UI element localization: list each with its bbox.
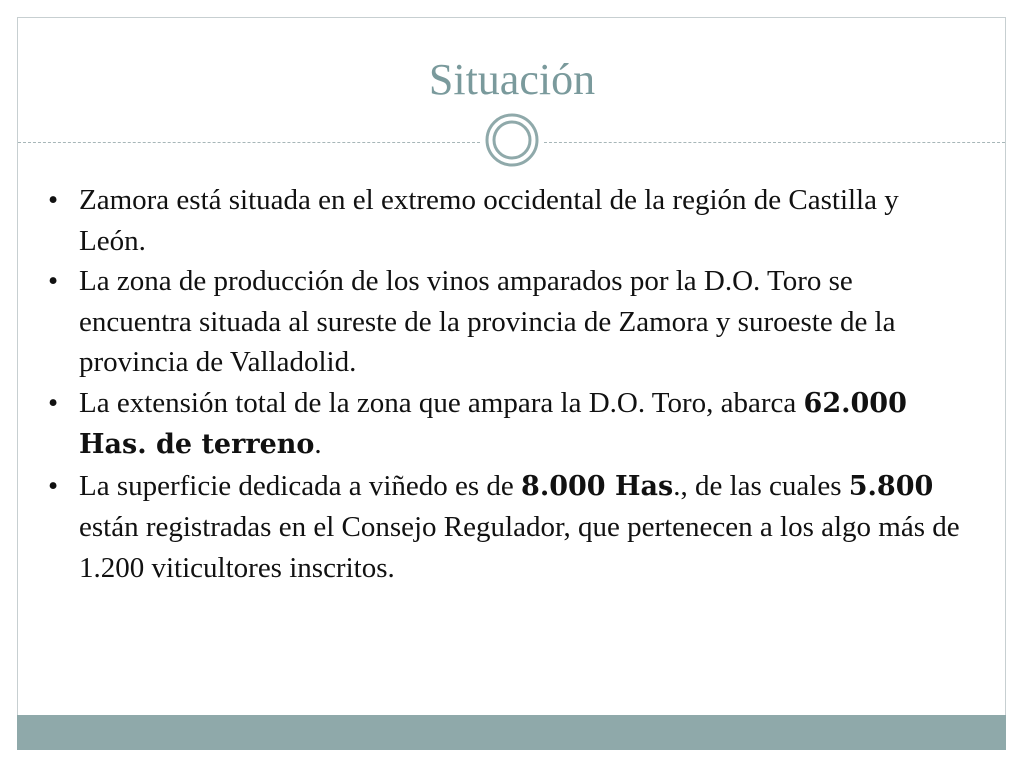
bullet-dot-icon: • — [48, 386, 59, 419]
bullet-item — [46, 466, 966, 589]
bullet-dot-icon: • — [48, 184, 59, 216]
bullet-text: La zona de producción de los vinos amparados por la D.O. Toro se encuentra situada al sureste de la provincia de Zamora y suroeste de la provincia de Valladolid. — [79, 265, 896, 378]
footer-accent-bar — [17, 715, 1006, 750]
slide-title: Situación — [428, 55, 596, 104]
bullet-text: La extensión total de la zona que ampara la D.O. Toro, abarca — [79, 386, 804, 419]
bullet-item — [46, 383, 966, 466]
bullet-text: La superficie dedicada a viñedo es de — [79, 469, 522, 502]
bullet-text-bold: 62.000 Has. de terreno — [79, 387, 907, 460]
bullet-text-bold: 5.800 — [848, 470, 934, 502]
title-divider-right — [544, 142, 1005, 143]
title-divider-left — [18, 142, 480, 143]
bullet-text: . — [314, 428, 322, 460]
bullet-text: están registradas en el Consejo Regulador, que pertenecen a los algo más de 1.200 viticultores inscritos. — [79, 511, 960, 584]
bullet-text: Zamora está situada en el extremo occidental de la región de Castilla y León. — [79, 184, 899, 257]
bullet-item — [46, 180, 966, 261]
bullet-item — [46, 261, 966, 383]
bullet-dot-icon: • — [48, 469, 59, 502]
bullet-list — [46, 180, 966, 588]
bullet-text: ., de las cuales — [673, 469, 849, 502]
bullet-text-bold: 8.000 Has — [521, 470, 674, 502]
circle-ring-icon — [484, 112, 540, 168]
bullet-dot-icon: • — [48, 265, 59, 297]
